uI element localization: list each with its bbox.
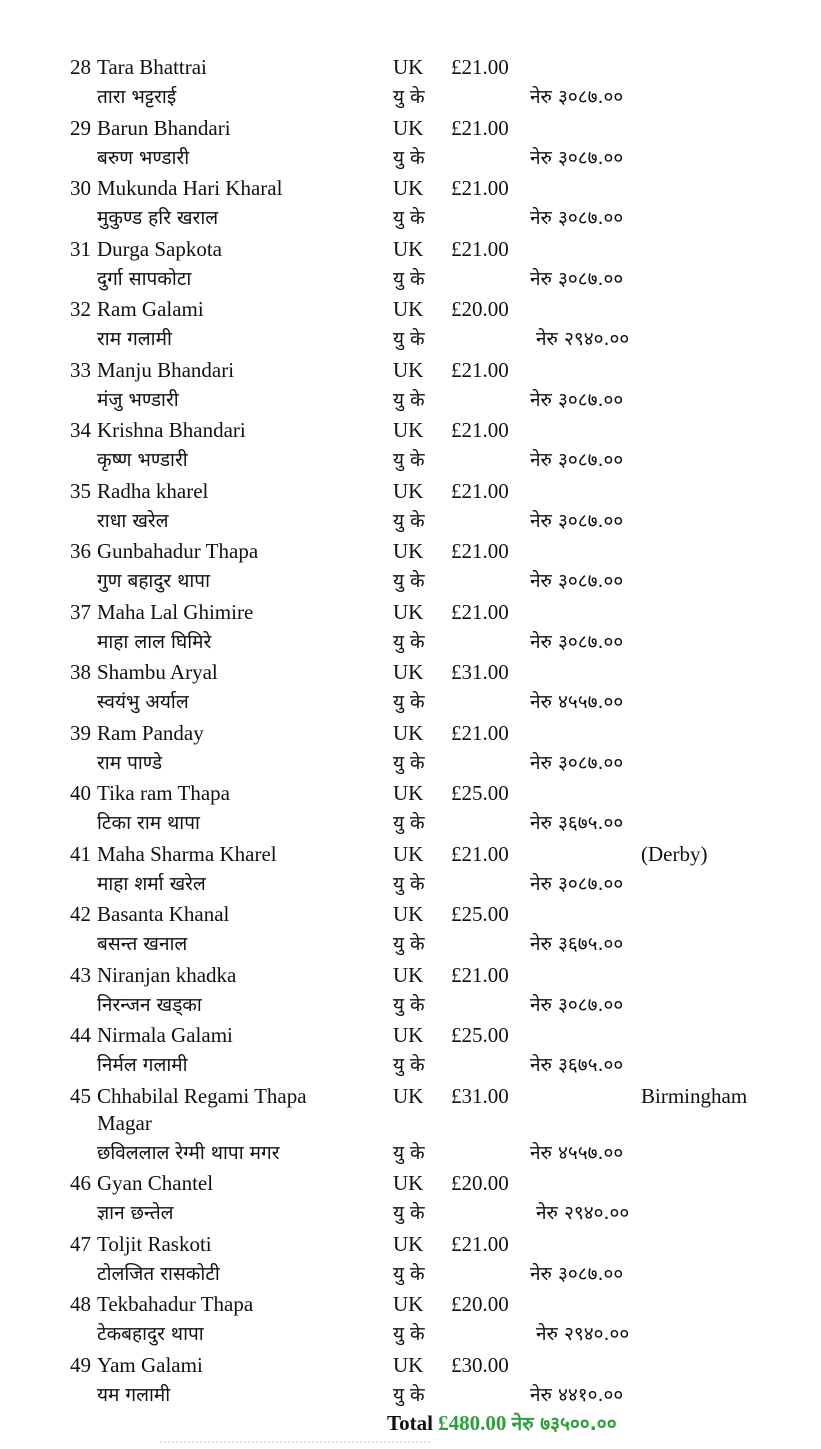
name-nepali: छविललाल रेग्मी थापा मगर bbox=[97, 1141, 280, 1164]
name-nepali: टोलजित रासकोटी bbox=[97, 1262, 220, 1285]
amount-gbp: £21.00 bbox=[451, 962, 509, 987]
country-nepali: यु के bbox=[393, 1383, 425, 1406]
amount-gbp: £21.00 bbox=[451, 1231, 509, 1256]
name-nepali: माहा लाल घिमिरे bbox=[97, 630, 212, 653]
amount-gbp: £20.00 bbox=[451, 1171, 509, 1195]
country-nepali: यु के bbox=[393, 267, 425, 290]
country-english: UK bbox=[393, 55, 424, 79]
country-english: UK bbox=[393, 841, 424, 866]
name-english-continued: Magar bbox=[97, 1110, 152, 1135]
name-english: Ram Galami bbox=[97, 297, 204, 321]
location-note: (Derby) bbox=[641, 841, 708, 866]
entry-number: 43 bbox=[70, 962, 91, 987]
amount-gbp: £21.00 bbox=[451, 115, 509, 140]
entry-number: 42 bbox=[70, 902, 91, 926]
amount-npr: नेरु ४४१०.०० bbox=[530, 1383, 624, 1406]
entry-number: 48 bbox=[70, 1292, 91, 1316]
country-english: UK bbox=[393, 660, 424, 684]
amount-npr: नेरु ३०८७.०० bbox=[530, 872, 624, 895]
country-nepali: यु के bbox=[393, 872, 425, 895]
country-nepali: यु के bbox=[393, 509, 425, 532]
amount-npr: नेरु ३०८७.०० bbox=[530, 570, 624, 592]
name-english: Nirmala Galami bbox=[97, 1023, 233, 1047]
name-nepali: यम गलामी bbox=[97, 1383, 171, 1406]
name-nepali: राम पाण्डे bbox=[97, 751, 162, 774]
amount-gbp: £20.00 bbox=[451, 297, 509, 321]
country-nepali: यु के bbox=[393, 1262, 425, 1285]
country-english: UK bbox=[393, 962, 424, 987]
name-english: Durga Sapkota bbox=[97, 236, 223, 261]
country-english: UK bbox=[393, 357, 424, 382]
name-nepali: मंजु भण्डारी bbox=[97, 388, 179, 411]
name-english: Shambu Aryal bbox=[97, 660, 218, 684]
country-english: UK bbox=[393, 1231, 424, 1256]
amount-npr: नेरु ३०८७.०० bbox=[530, 86, 624, 108]
country-english: UK bbox=[393, 236, 424, 261]
amount-gbp: £21.00 bbox=[451, 418, 509, 442]
amount-npr: नेरु २९४०.०० bbox=[536, 1202, 630, 1224]
total-row bbox=[387, 1409, 617, 1438]
country-english: UK bbox=[393, 1292, 424, 1316]
entry-number: 38 bbox=[70, 660, 91, 684]
entry-number: 31 bbox=[70, 236, 91, 261]
name-english: Niranjan khadka bbox=[97, 962, 237, 987]
country-nepali: यु के bbox=[393, 1054, 425, 1076]
amount-gbp: £21.00 bbox=[451, 539, 509, 563]
name-nepali: राधा खरेल bbox=[97, 509, 169, 532]
name-nepali: बरुण भण्डारी bbox=[97, 146, 190, 169]
amount-npr: नेरु ३०८७.०० bbox=[530, 267, 624, 290]
entry-number: 34 bbox=[70, 418, 91, 442]
amount-gbp: £21.00 bbox=[451, 357, 509, 382]
amount-npr: नेरु ३०८७.०० bbox=[530, 207, 624, 229]
name-english: Tekbahadur Thapa bbox=[97, 1292, 254, 1316]
name-nepali: स्वयंभु अर्याल bbox=[97, 691, 189, 713]
name-nepali: गुण बहादुर थापा bbox=[97, 570, 211, 592]
amount-npr: नेरु ३६७५.०० bbox=[530, 933, 624, 955]
name-nepali: बसन्त खनाल bbox=[97, 933, 188, 955]
name-english: Chhabilal Regami Thapa bbox=[97, 1083, 307, 1108]
country-english: UK bbox=[393, 1171, 424, 1195]
name-nepali: निरन्जन खड्का bbox=[97, 993, 202, 1016]
name-english: Gunbahadur Thapa bbox=[97, 539, 259, 563]
amount-npr: नेरु ३०८७.०० bbox=[530, 751, 624, 774]
country-nepali: यु के bbox=[393, 86, 425, 108]
name-nepali: राम गलामी bbox=[97, 328, 172, 350]
country-nepali: यु के bbox=[393, 933, 425, 955]
cropped-footer-remnant bbox=[160, 1441, 430, 1449]
amount-npr: नेरु ३६७५.०० bbox=[530, 1054, 624, 1076]
name-nepali: निर्मल गलामी bbox=[97, 1054, 188, 1076]
country-english: UK bbox=[393, 1023, 424, 1047]
name-english: Maha Sharma Kharel bbox=[97, 841, 277, 866]
entry-number: 33 bbox=[70, 357, 91, 382]
country-nepali: यु के bbox=[393, 328, 425, 350]
country-english: UK bbox=[393, 1352, 424, 1377]
country-english: UK bbox=[393, 539, 424, 563]
country-english: UK bbox=[393, 478, 424, 503]
entry-number: 32 bbox=[70, 297, 91, 321]
amount-gbp: £21.00 bbox=[451, 55, 509, 79]
name-english: Manju Bhandari bbox=[97, 357, 235, 382]
name-nepali: कृष्ण भण्डारी bbox=[97, 449, 188, 471]
name-english: Maha Lal Ghimire bbox=[97, 599, 254, 624]
total-gbp-amount: £480.00 bbox=[438, 1411, 507, 1435]
country-nepali: यु के bbox=[393, 1141, 425, 1164]
country-nepali: यु के bbox=[393, 630, 425, 653]
amount-npr: नेरु २९४०.०० bbox=[536, 328, 630, 350]
amount-gbp: £20.00 bbox=[451, 1292, 509, 1316]
country-english: UK bbox=[393, 599, 424, 624]
name-english: Ram Panday bbox=[97, 720, 204, 745]
entry-number: 44 bbox=[70, 1023, 91, 1047]
amount-npr: नेरु २९४०.०० bbox=[536, 1323, 630, 1345]
name-english: Basanta Khanal bbox=[97, 902, 230, 926]
country-nepali: यु के bbox=[393, 570, 425, 592]
amount-npr: नेरु ३०८७.०० bbox=[530, 509, 624, 532]
total-npr-amount: नेरु ७३५००.०० bbox=[511, 1413, 617, 1435]
amount-gbp: £25.00 bbox=[451, 781, 509, 805]
amount-npr: नेरु ३०८७.०० bbox=[530, 449, 624, 471]
amount-npr: नेरु ४५५७.०० bbox=[530, 691, 624, 713]
country-nepali: यु के bbox=[393, 1202, 425, 1224]
amount-npr: नेरु ३०८७.०० bbox=[530, 630, 624, 653]
name-nepali: तारा भट्टराई bbox=[97, 86, 177, 108]
name-english: Yam Galami bbox=[97, 1352, 203, 1377]
amount-gbp: £25.00 bbox=[451, 1023, 509, 1047]
name-nepali: टेकबहादुर थापा bbox=[97, 1323, 204, 1345]
amount-npr: नेरु ३६७५.०० bbox=[530, 812, 624, 834]
amount-npr: नेरु ३०८७.०० bbox=[530, 146, 624, 169]
amount-gbp: £25.00 bbox=[451, 902, 509, 926]
entry-number: 49 bbox=[70, 1352, 91, 1377]
name-english: Tika ram Thapa bbox=[97, 781, 230, 805]
total-label: Total bbox=[387, 1411, 433, 1435]
country-nepali: यु के bbox=[393, 751, 425, 774]
country-english: UK bbox=[393, 902, 424, 926]
country-nepali: यु के bbox=[393, 449, 425, 471]
amount-npr: नेरु ३०८७.०० bbox=[530, 993, 624, 1016]
amount-gbp: £31.00 bbox=[451, 1083, 509, 1108]
amount-gbp: £21.00 bbox=[451, 478, 509, 503]
country-english: UK bbox=[393, 1083, 424, 1108]
entry-number: 40 bbox=[70, 781, 91, 805]
country-nepali: यु के bbox=[393, 207, 425, 229]
entry-number: 28 bbox=[70, 55, 91, 79]
country-nepali: यु के bbox=[393, 993, 425, 1016]
entry-number: 29 bbox=[70, 115, 91, 140]
entry-number: 45 bbox=[70, 1083, 91, 1108]
entry-number: 30 bbox=[70, 176, 91, 200]
amount-gbp: £21.00 bbox=[451, 599, 509, 624]
name-english: Mukunda Hari Kharal bbox=[97, 176, 283, 200]
amount-gbp: £21.00 bbox=[451, 841, 509, 866]
name-nepali: टिका राम थापा bbox=[97, 812, 200, 834]
amount-gbp: £31.00 bbox=[451, 660, 509, 684]
name-english: Gyan Chantel bbox=[97, 1171, 214, 1195]
country-english: UK bbox=[393, 418, 424, 442]
name-english: Radha kharel bbox=[97, 478, 209, 503]
amount-npr: नेरु ४५५७.०० bbox=[530, 1141, 624, 1164]
name-english: Toljit Raskoti bbox=[97, 1231, 212, 1256]
country-english: UK bbox=[393, 781, 424, 805]
country-english: UK bbox=[393, 176, 424, 200]
amount-gbp: £21.00 bbox=[451, 720, 509, 745]
country-nepali: यु के bbox=[393, 388, 425, 411]
country-english: UK bbox=[393, 297, 424, 321]
location-note: Birmingham bbox=[641, 1083, 748, 1108]
country-nepali: यु के bbox=[393, 691, 425, 713]
country-nepali: यु के bbox=[393, 146, 425, 169]
entry-number: 47 bbox=[70, 1231, 91, 1256]
country-english: UK bbox=[393, 115, 424, 140]
name-english: Tara Bhattrai bbox=[97, 55, 207, 79]
country-nepali: यु के bbox=[393, 812, 425, 834]
entry-number: 41 bbox=[70, 841, 91, 866]
amount-gbp: £21.00 bbox=[451, 236, 509, 261]
entry-number: 35 bbox=[70, 478, 91, 503]
country-nepali: यु के bbox=[393, 1323, 425, 1345]
entry-number: 36 bbox=[70, 539, 91, 563]
amount-gbp: £21.00 bbox=[451, 176, 509, 200]
cropped-header-remnant bbox=[570, 0, 790, 6]
entry-number: 46 bbox=[70, 1171, 91, 1195]
name-english: Krishna Bhandari bbox=[97, 418, 246, 442]
name-nepali: दुर्गा सापकोटा bbox=[97, 267, 192, 290]
amount-npr: नेरु ३०८७.०० bbox=[530, 1262, 624, 1285]
entry-number: 39 bbox=[70, 720, 91, 745]
name-english: Barun Bhandari bbox=[97, 115, 231, 140]
country-english: UK bbox=[393, 720, 424, 745]
name-nepali: माहा शर्मा खरेल bbox=[97, 872, 206, 895]
name-nepali: मुकुण्ड हरि खराल bbox=[97, 207, 219, 229]
entry-number: 37 bbox=[70, 599, 91, 624]
name-nepali: ज्ञान छन्तेल bbox=[97, 1202, 174, 1224]
amount-npr: नेरु ३०८७.०० bbox=[530, 388, 624, 411]
amount-gbp: £30.00 bbox=[451, 1352, 509, 1377]
